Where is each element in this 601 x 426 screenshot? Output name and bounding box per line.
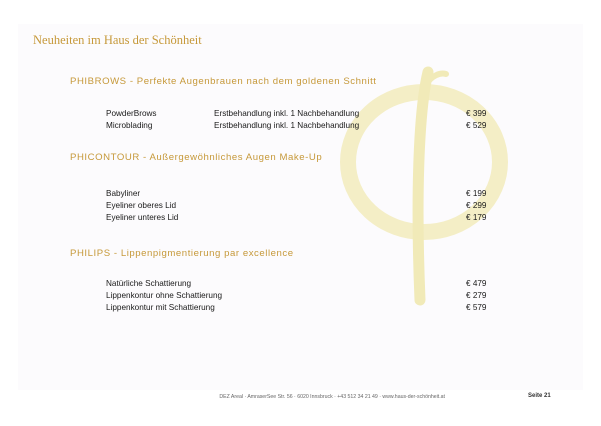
treatment-name: Microblading xyxy=(106,121,153,130)
treatment-price: € 479 xyxy=(466,279,487,288)
treatment-description: Erstbehandlung inkl. 1 Nachbehandlung xyxy=(214,121,360,130)
treatment-name: Eyeliner oberes Lid xyxy=(106,201,177,210)
price-row xyxy=(106,200,491,211)
price-row xyxy=(106,120,491,131)
page-number: Seite 21 xyxy=(528,393,551,399)
treatment-description: Erstbehandlung inkl. 1 Nachbehandlung xyxy=(214,109,360,118)
price-row xyxy=(106,290,491,301)
treatment-price: € 579 xyxy=(466,303,487,312)
treatment-name: Lippenkontur ohne Schattierung xyxy=(106,291,223,300)
price-row xyxy=(106,302,491,313)
treatment-name: Babyliner xyxy=(106,189,141,198)
treatment-price: € 199 xyxy=(466,189,487,198)
treatment-price: € 279 xyxy=(466,291,487,300)
treatment-price: € 299 xyxy=(466,201,487,210)
treatment-price: € 399 xyxy=(466,109,487,118)
price-row xyxy=(106,108,491,119)
treatment-price: € 529 xyxy=(466,121,487,130)
page-title: Neuheiten im Haus der Schönheit xyxy=(33,33,202,47)
treatment-name: Lippenkontur mit Schattierung xyxy=(106,303,215,312)
treatment-price: € 179 xyxy=(466,213,487,222)
price-row xyxy=(106,188,491,199)
price-row xyxy=(106,278,491,289)
treatment-name: PowderBrows xyxy=(106,109,157,118)
section-title-philips: PHILIPS - Lippenpigmentierung par excellence xyxy=(70,248,294,259)
footer-address: DEZ Areal · AmraserSee Str. 56 · 6020 Innsbruck · +43 512 34 21 49 · www.haus-der-schönheit.at xyxy=(219,394,445,400)
section-title-phibrows: PHIBROWS - Perfekte Augenbrauen nach dem goldenen Schnitt xyxy=(70,76,377,87)
price-row xyxy=(106,212,491,223)
phi-watermark-logo xyxy=(336,64,511,309)
document-page xyxy=(18,24,583,400)
treatment-name: Natürliche Schattierung xyxy=(106,279,192,288)
section-title-phicontour: PHICONTOUR - Außergewöhnliches Augen Make-Up xyxy=(70,152,323,163)
treatment-name: Eyeliner unteres Lid xyxy=(106,213,179,222)
